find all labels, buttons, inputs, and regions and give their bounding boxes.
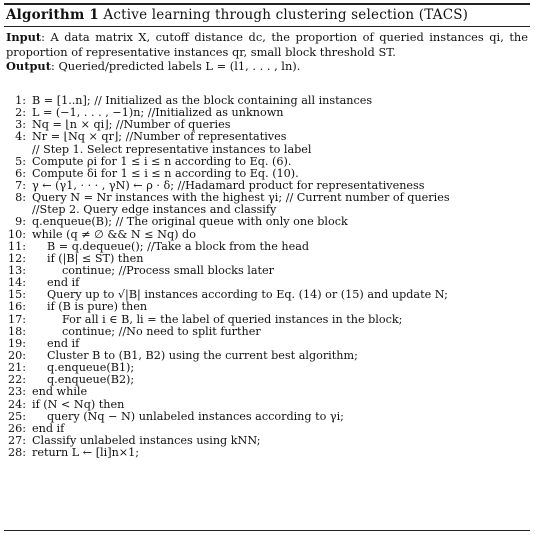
top-rule — [4, 3, 530, 5]
line-number: 22: — [7, 373, 26, 387]
algorithm-line — [6, 241, 528, 253]
algorithm-line — [6, 131, 528, 143]
line-number: 12: — [7, 251, 26, 265]
line-number: 28: — [7, 446, 26, 460]
algorithm-box — [4, 3, 530, 533]
line-text: q.enqueue(B2); — [47, 373, 135, 387]
line-text: Compute δi for 1 ≤ i ≤ n according to Eq. (10). — [32, 166, 299, 180]
line-text: if (B is pure) then — [47, 300, 148, 314]
line-text: q.enqueue(B); // The original queue with only one block — [32, 215, 348, 229]
line-text: return L ← [li]n×1; — [32, 446, 140, 460]
line-number: 4: — [15, 130, 26, 144]
line-number: 5: — [15, 154, 26, 168]
line-number: 6: — [15, 166, 26, 180]
line-text: Cluster B to (B1, B2) using the current best algorithm; — [47, 348, 358, 362]
line-number: 8: — [15, 191, 26, 205]
line-number: 10: — [7, 227, 26, 241]
algorithm-line — [6, 386, 528, 398]
line-text: For all i ∈ B, li = the label of queried instances in the block; — [62, 312, 403, 326]
line-text: end if — [47, 276, 80, 290]
line-text: while (q ≠ ∅ && N ≤ Nq) do — [32, 227, 196, 241]
algorithm-line — [6, 216, 528, 228]
line-text: end while — [32, 385, 88, 399]
line-text: q.enqueue(B1); — [47, 361, 135, 375]
title-rule — [4, 26, 530, 27]
algorithm-name: Active learning through clustering selection (TACS) — [103, 7, 469, 23]
input-text: : A data matrix X, cutoff distance dc, the proportion of queried instances qi, the proportion of representative instances qr, small block threshold ST. — [6, 30, 528, 59]
line-text: B = [1..n]; // Initialized as the block containing all instances — [32, 94, 373, 107]
input-paragraph — [6, 30, 528, 59]
algorithm-line — [6, 265, 528, 277]
io-section — [6, 30, 528, 74]
line-text: continue; //Process small blocks later — [62, 263, 274, 277]
line-number: 3: — [15, 118, 26, 132]
line-number: 20: — [7, 348, 26, 362]
line-text: if (N < Nq) then — [32, 397, 125, 411]
input-label: Input — [6, 30, 42, 44]
line-text: if (|B| ≤ ST) then — [47, 251, 144, 265]
line-text: Nq = ⌊n × qi⌋; //Number of queries — [32, 118, 231, 132]
algorithm-line — [6, 447, 528, 459]
algorithm-line — [6, 314, 528, 326]
line-number: 25: — [7, 409, 26, 423]
algorithm-steps — [6, 95, 528, 459]
line-text: Query up to √|B| instances according to Eq. (14) or (15) and update N; — [47, 288, 448, 302]
line-number: 1: — [15, 94, 26, 107]
line-text: γ ← (γ1, · · · , γN) ← ρ · δ; //Hadamard product for representativeness — [32, 178, 425, 192]
line-number: 14: — [7, 276, 26, 290]
line-number: 24: — [7, 397, 26, 411]
algorithm-title — [6, 7, 468, 23]
line-text: end if — [47, 336, 80, 350]
line-text: //Step 2. Query edge instances and classify — [32, 203, 277, 217]
line-number: 21: — [7, 361, 26, 375]
line-text: L = (−1, . . . , −1)n; //Initialized as unknown — [32, 106, 284, 120]
bottom-rule — [4, 530, 530, 531]
line-number: 27: — [7, 433, 26, 447]
algorithm-line — [6, 399, 528, 411]
line-number: 18: — [7, 324, 26, 338]
line-number: 16: — [7, 300, 26, 314]
algorithm-label: Algorithm 1 — [6, 7, 99, 23]
algorithm-line — [6, 144, 528, 156]
line-text: end if — [32, 421, 65, 435]
line-number: 19: — [7, 336, 26, 350]
line-text: B = q.dequeue(); //Take a block from the head — [47, 239, 310, 253]
line-number: 7: — [15, 178, 26, 192]
algorithm-line — [6, 229, 528, 241]
output-text: : Queried/predicted labels L = (l1, . . . , ln). — [50, 59, 301, 74]
line-text: // Step 1. Select representative instances to label — [32, 142, 312, 156]
output-paragraph — [6, 59, 528, 74]
line-number: 13: — [7, 263, 26, 277]
line-number: 26: — [7, 421, 26, 435]
algorithm-line — [6, 411, 528, 423]
line-text: continue; //No need to split further — [62, 324, 261, 338]
line-text: Classify unlabeled instances using kNN; — [32, 433, 261, 447]
line-number: 11: — [7, 239, 26, 253]
line-number: 17: — [7, 312, 26, 326]
line-text: Query N = Nr instances with the highest γi; // Current number of queries — [32, 191, 450, 205]
line-text: Nr = ⌊Nq × qr⌋; //Number of representatives — [32, 130, 287, 144]
line-number: 23: — [7, 385, 26, 399]
line-number: 9: — [15, 215, 26, 229]
algorithm-line — [6, 326, 528, 338]
output-label: Output — [6, 59, 51, 74]
algorithm-line — [6, 301, 528, 313]
line-text: Compute ρi for 1 ≤ i ≤ n according to Eq. (6). — [32, 154, 292, 168]
line-number: 15: — [7, 288, 26, 302]
line-text: query (Nq − N) unlabeled instances according to γi; — [47, 409, 344, 423]
line-number: 2: — [15, 106, 26, 120]
